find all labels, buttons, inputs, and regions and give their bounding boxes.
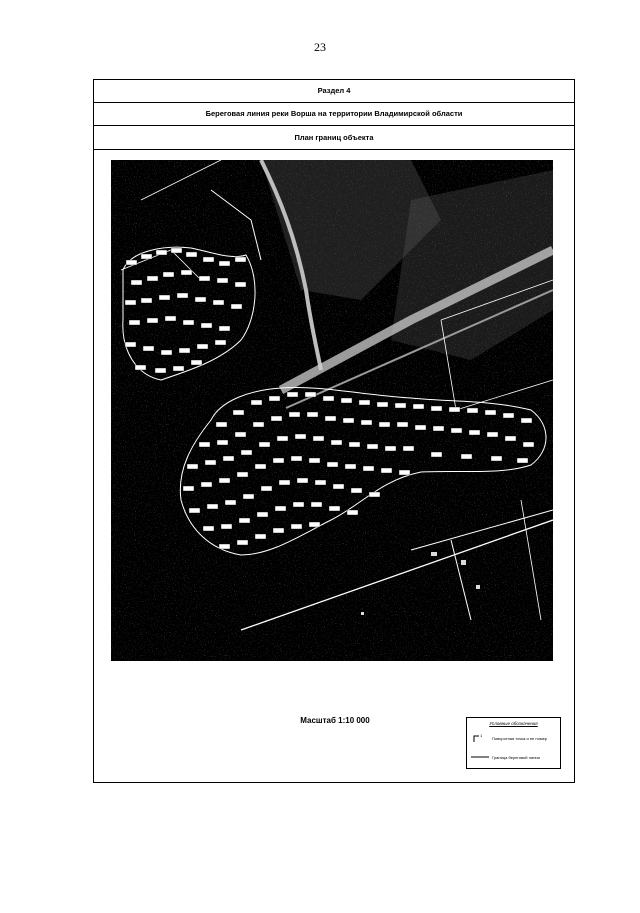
boundary-line-icon <box>471 752 489 762</box>
plan-title: План границ объекта <box>94 126 574 150</box>
map-scale: Масштаб 1:10 000 <box>300 716 370 725</box>
legend-item-turning-point <box>471 733 557 743</box>
page-number: 23 <box>314 40 326 54</box>
legend-item-label: Поворотная точка и ее номер <box>492 736 548 741</box>
boundary-map-image <box>111 160 553 661</box>
map-drawing <box>111 160 553 661</box>
legend-title: Условные обозначения <box>489 721 538 726</box>
document-frame <box>93 79 575 783</box>
object-title: Береговая линия реки Ворша на территории Владимирской области <box>94 103 574 126</box>
svg-text:1: 1 <box>480 733 483 738</box>
legend-item-label: Граница береговой линии <box>492 755 540 760</box>
map-legend <box>466 717 561 769</box>
turning-point-icon <box>471 733 489 743</box>
legend-item-boundary-line <box>471 752 557 762</box>
section-title: Раздел 4 <box>94 80 574 103</box>
